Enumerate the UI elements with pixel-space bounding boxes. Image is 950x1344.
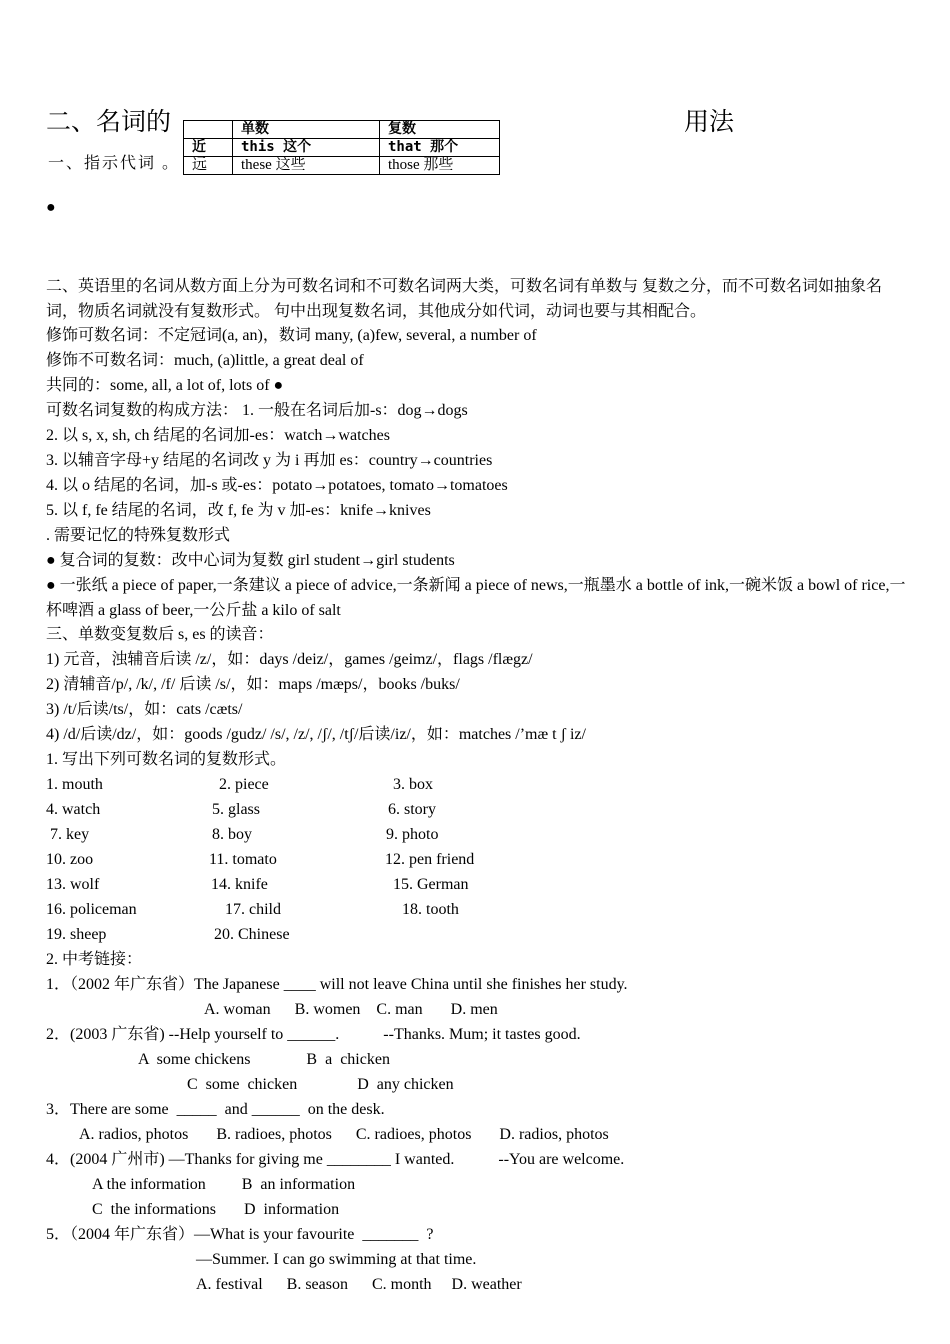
demonstrative-table bbox=[183, 120, 500, 175]
rule-line: 2. 以 s, x, sh, ch 结尾的名词加-es：watch→watches bbox=[46, 427, 390, 444]
question-4-options: A the information B an information bbox=[92, 1176, 356, 1193]
pronunciation-line: 2) 清辅音/p/, /k/, /f/ 后读 /s/，如：maps /mæps/，books /buks/ bbox=[46, 676, 460, 693]
rule-line: 4. 以 o 结尾的名词，加-s 或-es：potato→potatoes, tomato→tomatoes bbox=[46, 477, 508, 494]
exercise-item: 10. zoo bbox=[46, 851, 94, 868]
question-3: 3．There are some _____ and ______ on the desk. bbox=[46, 1101, 385, 1118]
exercise-item: 16. policeman bbox=[46, 901, 137, 918]
rule-line: ● 复合词的复数：改中心词为复数 girl student→girl students bbox=[46, 552, 455, 569]
exercise-item: 7. key bbox=[46, 826, 90, 843]
exercise-item: 3. box bbox=[393, 776, 433, 793]
examples-paragraph: ● 一张纸 a piece of paper,一条建议 a piece of advice,一条新闻 a piece of news,一瓶墨水 a bottle of ink,一碗米饭 a bowl of rice,一杯啤酒 a glass of beer,一公斤盐 a kilo of salt bbox=[46, 577, 906, 619]
exercise-item: 1. mouth bbox=[46, 776, 103, 793]
rule-line: 可数名词复数的构成方法： 1. 一般在名词后加-s：dog→dogs bbox=[46, 402, 468, 419]
rule-line: 修饰不可数名词：much, (a)little, a great deal of bbox=[46, 352, 364, 369]
question-5-answer: —Summer. I can go swimming at that time. bbox=[196, 1251, 477, 1268]
table-cell: 远 bbox=[184, 157, 233, 175]
question-2-options: A some chickens B a chicken bbox=[138, 1051, 390, 1068]
table-cell: those 那些 bbox=[380, 157, 500, 175]
table-cell: 单数 bbox=[233, 121, 380, 139]
exercise-item: 9. photo bbox=[386, 826, 439, 843]
table-row bbox=[184, 139, 500, 157]
question-4-options: C the informations D information bbox=[92, 1201, 340, 1218]
heading-left: 二、名词的 bbox=[46, 109, 172, 136]
exercise-item: 13. wolf bbox=[46, 876, 100, 893]
question-5-options: A. festival B. season C. month D. weather bbox=[196, 1276, 522, 1293]
exercise-item: 19. sheep bbox=[46, 926, 107, 943]
question-2: 2．(2003 广东省) --Help yourself to ______. --Thanks. Mum; it tastes good. bbox=[46, 1026, 581, 1043]
exercise-item: 5. glass bbox=[212, 801, 260, 818]
exercise-item: 17. child bbox=[225, 901, 281, 918]
table-cell: that 那个 bbox=[380, 139, 500, 157]
exercise-title: 1. 写出下列可数名词的复数形式。 bbox=[46, 751, 287, 768]
exercise-item: 15. German bbox=[393, 876, 469, 893]
exercise-item: 12. pen friend bbox=[385, 851, 475, 868]
table-cell: 近 bbox=[184, 139, 233, 157]
table-cell: these 这些 bbox=[233, 157, 380, 175]
rule-line: 3. 以辅音字母+y 结尾的名词改 y 为 i 再加 es：country→countries bbox=[46, 452, 493, 469]
exercise-item: 6. story bbox=[388, 801, 436, 818]
bullet-mark: ● bbox=[46, 199, 56, 216]
subtitle: 一、指示代词 。 bbox=[48, 155, 181, 172]
question-1: 1．（2002 年广东省）The Japanese ____ will not leave China until she finishes her study. bbox=[46, 976, 628, 993]
rule-line: 5. 以 f, fe 结尾的名词，改 f, fe 为 v 加-es：knife→knives bbox=[46, 502, 431, 519]
exercise-item: 14. knife bbox=[211, 876, 268, 893]
pronunciation-line: 4) /d/后读/dz/，如：goods /gudz/ /s/, /z/, /ʃ/, /tʃ/后读/iz/，如：matches /’mæ t ʃ iz/ bbox=[46, 726, 586, 743]
exercise-item: 20. Chinese bbox=[214, 926, 290, 943]
exercise-item: 11. tomato bbox=[209, 851, 277, 868]
rule-line: 共同的：some, all, a lot of, lots of ● bbox=[46, 377, 284, 394]
table-cell: this 这个 bbox=[233, 139, 380, 157]
exercise-item: 4. watch bbox=[46, 801, 101, 818]
zhongkao-title: 2. 中考链接： bbox=[46, 951, 143, 968]
intro-paragraph: 二、英语里的名词从数方面上分为可数名词和不可数名词两大类，可数名词有单数与 复数之分，而不可数名词如抽象名词，物质名词就没有复数形式。 句中出现复数名词，其他成分如代词，动词也要与其相配合。 bbox=[46, 278, 883, 320]
pronunciation-line: 三、单数变复数后 s, es 的读音： bbox=[46, 626, 274, 643]
table-cell: 复数 bbox=[380, 121, 500, 139]
pronunciation-line: 1) 元音，浊辅音后读 /z/，如：days /deiz/，games /geimz/，flags /flægz/ bbox=[46, 651, 533, 668]
question-4: 4．(2004 广州市) —Thanks for giving me ________ I wanted. --You are welcome. bbox=[46, 1151, 625, 1168]
question-2-options: C some chicken D any chicken bbox=[187, 1076, 454, 1093]
pronunciation-line: 3) /t/后读/ts/，如：cats /cæts/ bbox=[46, 701, 243, 718]
question-3-options: A. radios, photos B. radioes, photos C. radioes, photos D. radios, photos bbox=[79, 1126, 609, 1143]
question-1-options: A. woman B. women C. man D. men bbox=[204, 1001, 498, 1018]
heading-right: 用法 bbox=[684, 109, 735, 136]
question-5: 5．（2004 年广东省）—What is your favourite _______ ? bbox=[46, 1226, 434, 1243]
rule-line: . 需要记忆的特殊复数形式 bbox=[46, 527, 231, 544]
exercise-item: 18. tooth bbox=[402, 901, 459, 918]
table-cell bbox=[184, 121, 233, 139]
table-row bbox=[184, 157, 500, 175]
rule-line: 修饰可数名词：不定冠词(a, an)，数词 many, (a)few, several, a number of bbox=[46, 327, 537, 344]
exercise-item: 8. boy bbox=[212, 826, 252, 843]
table-row bbox=[184, 121, 500, 139]
exercise-item: 2. piece bbox=[219, 776, 269, 793]
